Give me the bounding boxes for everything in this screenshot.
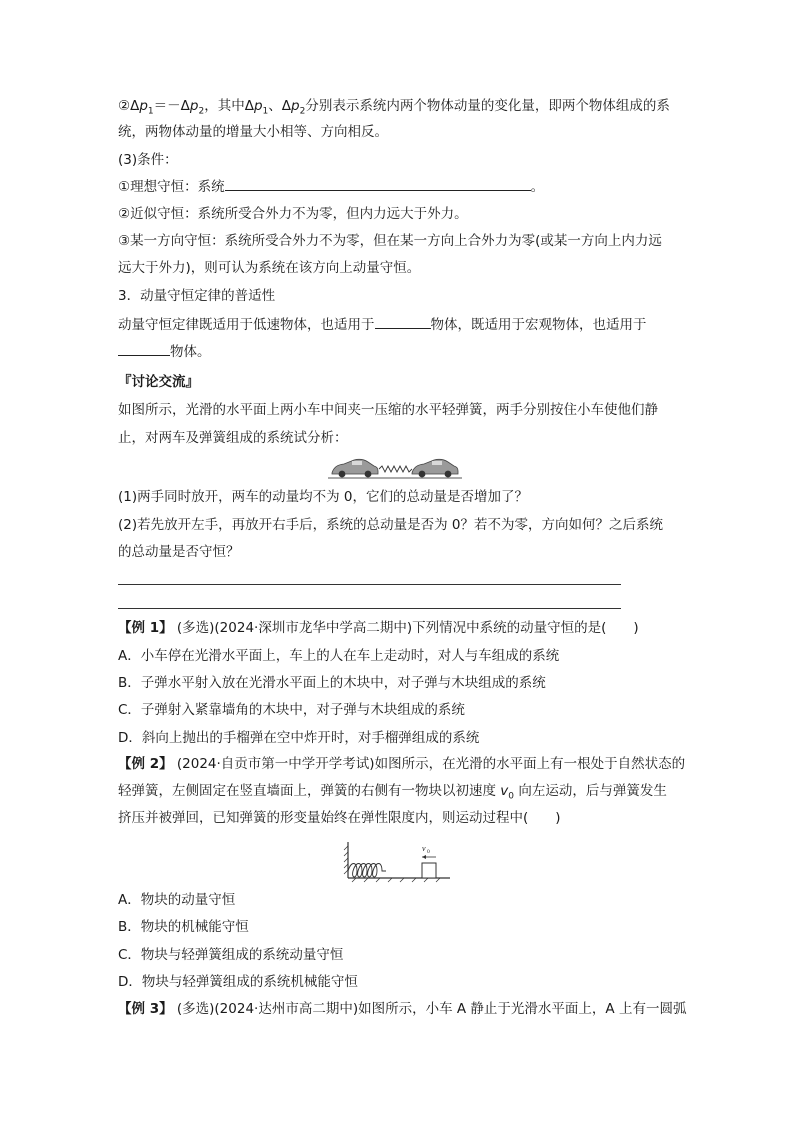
ideal-conservation-line: ①理想守恒：系统 。 bbox=[118, 176, 680, 197]
discussion-question-1: (1)两手同时放开，两车的动量均不为 0，它们的总动量是否增加了？ bbox=[118, 489, 529, 505]
example-2-stem: 【例 2】 (2024·自贡市第一中学开学考试)如图所示，在光滑的水平面上有一根处于自然状态的 bbox=[118, 756, 686, 772]
example-2-stem-2: 轻弹簧，左侧固定在竖直墙面上，弹簧的右侧有一物块以初速度 $v_0$ 向左运动，后与弹簧发生 bbox=[118, 783, 667, 802]
momentum-change-relation: $②\Delta p_1=-\Delta p_2$，其中$\Delta p_1$、$\Delta p_2$分别表示系统内两个物体动量的变化量，即两个物体组成的系 bbox=[118, 98, 670, 117]
example-2-option-d[interactable]: D．物块与轻弹簧组成的系统机械能守恒 bbox=[118, 974, 358, 990]
example-3-stem: 【例 3】 (多选)(2024·达州市高二期中)如图所示，小车 A 静止于光滑水平面上，A 上有一圆弧 bbox=[118, 1001, 687, 1017]
text-line: 统，两物体动量的增量大小相等、方向相反。 bbox=[118, 124, 388, 140]
approx-conservation-line: ②近似守恒：系统所受合外力不为零，但内力远大于外力。 bbox=[118, 206, 468, 222]
velocity-subscript: 0 bbox=[427, 849, 430, 855]
example-1-option-a[interactable]: A．小车停在光滑水平面上，车上的人在车上走动时，对人与车组成的系统 bbox=[118, 648, 560, 664]
discussion-question-2: (2)若先放开左手，再放开右手后，系统的总动量是否为 0？若不为零，方向如何？之后系统 bbox=[118, 517, 664, 533]
example-2-option-a[interactable]: A．物块的动量守恒 bbox=[118, 892, 236, 908]
fill-in-blank[interactable] bbox=[118, 341, 170, 356]
velocity-label: v bbox=[422, 844, 426, 853]
two-cars-spring-figure bbox=[328, 455, 462, 481]
section-heading: 3．动量守恒定律的普适性 bbox=[118, 288, 276, 304]
text-line: 远大于外力)，则可认为系统在该方向上动量守恒。 bbox=[118, 260, 421, 276]
directional-conservation-line: ③某一方向守恒：系统所受合外力不为零，但在某一方向上合外力为零(或某一方向上内力远 bbox=[118, 233, 662, 249]
example-1-option-b[interactable]: B．子弹水平射入放在光滑水平面上的木块中，对子弹与木块组成的系统 bbox=[118, 675, 546, 691]
wall-spring-block-figure bbox=[342, 838, 454, 884]
discussion-question-2-cont: 的总动量是否守恒？ bbox=[118, 544, 240, 560]
universality-line-2: 物体。 bbox=[118, 341, 680, 362]
conditions-heading: (3)条件： bbox=[118, 152, 178, 168]
example-1-option-d[interactable]: D．斜向上抛出的手榴弹在空中炸开时，对手榴弹组成的系统 bbox=[118, 730, 480, 746]
discussion-heading: 『讨论交流』 bbox=[118, 374, 199, 390]
fill-in-blank[interactable] bbox=[375, 314, 431, 329]
answer-line[interactable] bbox=[118, 584, 621, 585]
universality-line: 动量守恒定律既适用于低速物体，也适用于 物体，既适用于宏观物体，也适用于 bbox=[118, 314, 680, 335]
answer-line[interactable] bbox=[118, 608, 621, 609]
example-1-option-c[interactable]: C．子弹射入紧靠墙角的木块中，对子弹与木块组成的系统 bbox=[118, 702, 465, 718]
fill-in-blank[interactable] bbox=[225, 176, 531, 191]
example-1-stem: 【例 1】 (多选)(2024·深圳市龙华中学高二期中)下列情况中系统的动量守恒的是( ) bbox=[118, 620, 639, 636]
discussion-text: 止，对两车及弹簧组成的系统试分析： bbox=[118, 430, 348, 446]
example-2-option-c[interactable]: C．物块与轻弹簧组成的系统动量守恒 bbox=[118, 947, 344, 963]
example-2-option-b[interactable]: B．物块的机械能守恒 bbox=[118, 919, 249, 935]
discussion-text: 如图所示，光滑的水平面上两小车中间夹一压缩的水平轻弹簧，两手分别按住小车使他们静 bbox=[118, 402, 658, 418]
example-2-stem-3: 挤压并被弹回，已知弹簧的形变量始终在弹性限度内，则运动过程中( ) bbox=[118, 810, 561, 826]
